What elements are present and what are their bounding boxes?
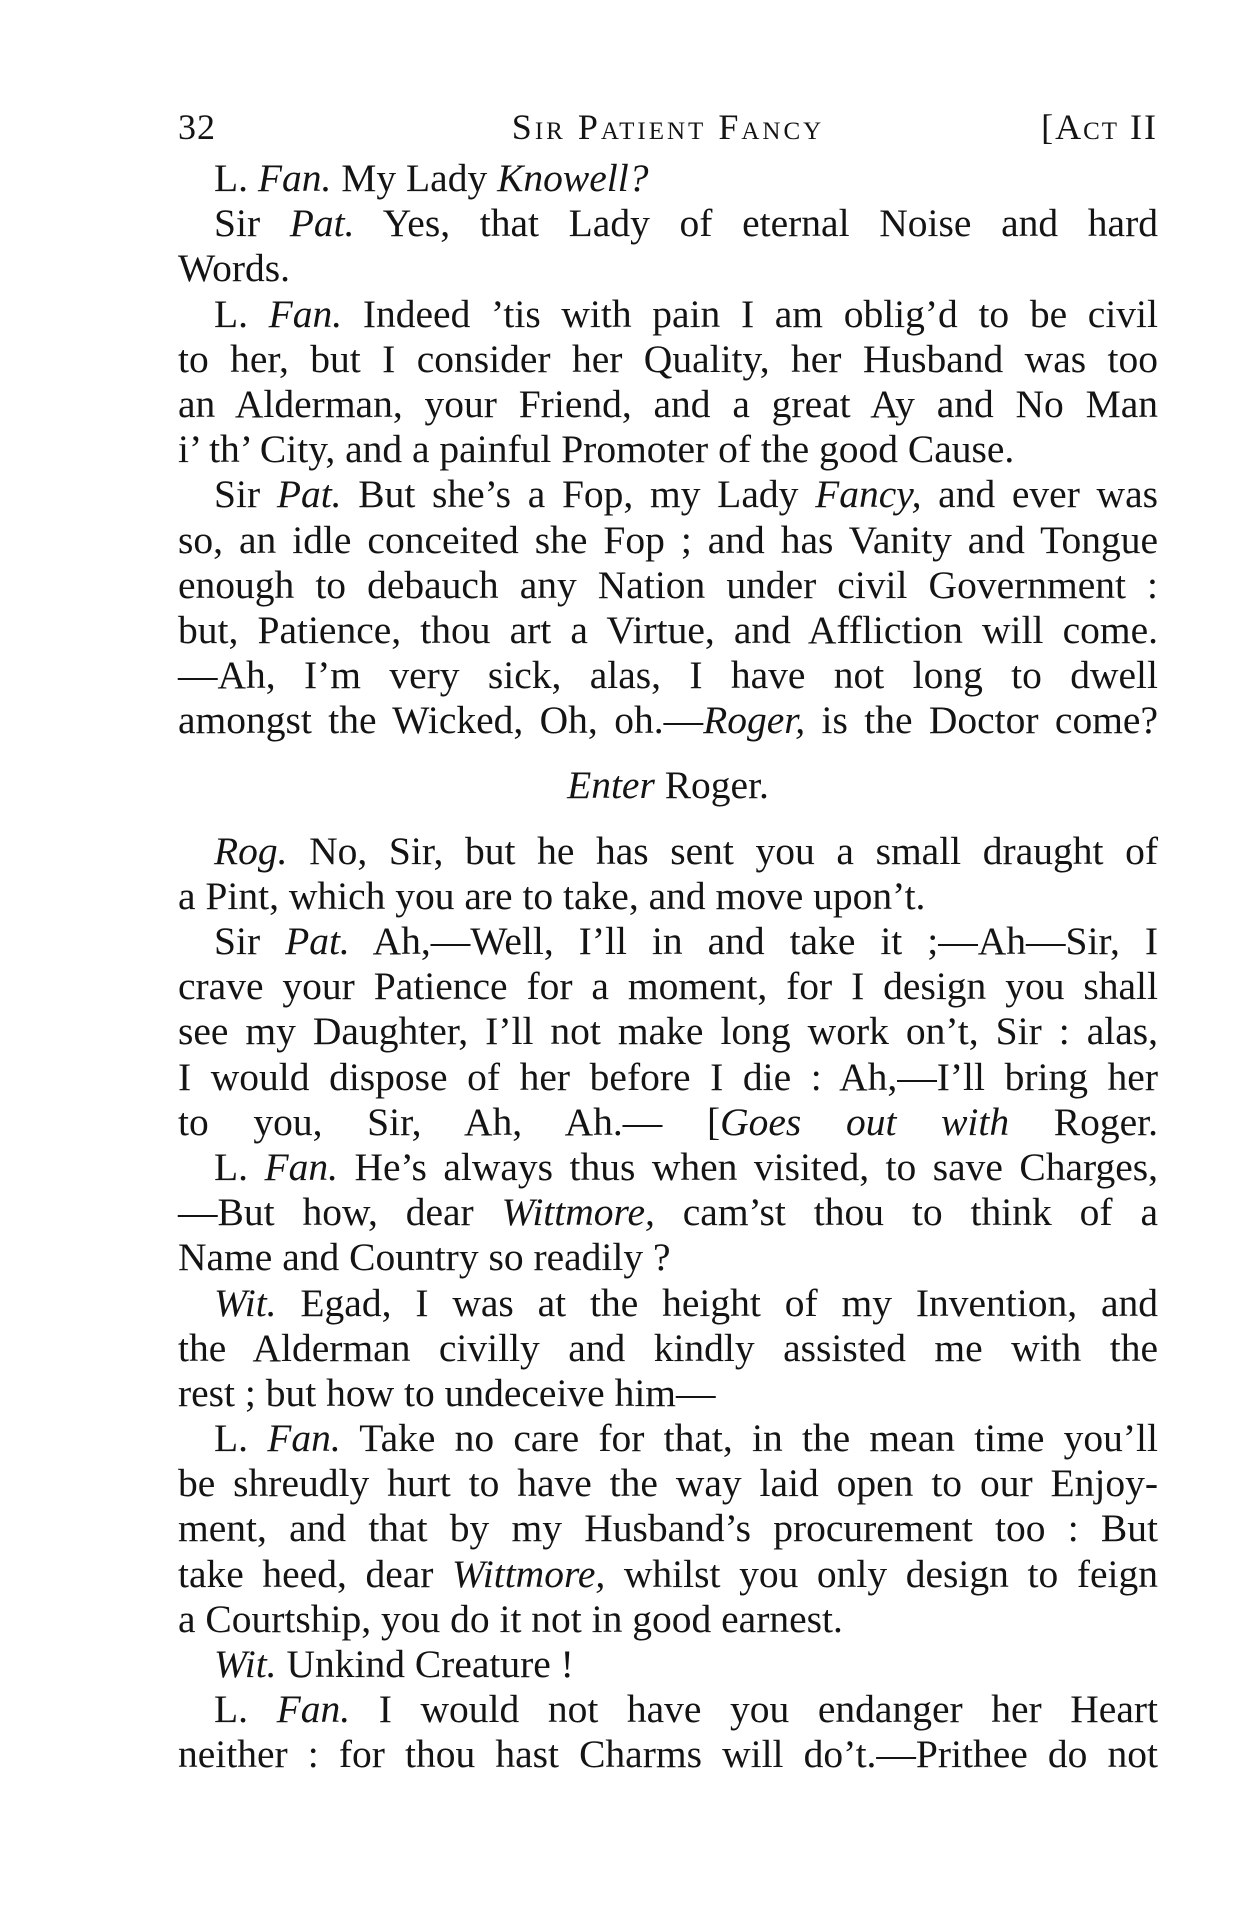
text-run: i’ th’ City, and a painful Promoter of the good Cause.: [178, 427, 1015, 472]
text-line: [178, 1145, 1158, 1190]
italic-text: Fan.: [267, 1416, 341, 1461]
italic-text: Fan.: [276, 1687, 351, 1732]
text-run: —But how, dear: [178, 1190, 502, 1235]
text-line: [178, 1281, 1158, 1326]
page-body-text: [178, 156, 1158, 1778]
stage-direction: [178, 763, 1158, 808]
text-run: Name and Country so readily ?: [178, 1235, 671, 1280]
text-line: [178, 1055, 1158, 1100]
text-line: [178, 874, 1158, 919]
text-run: Ah,—Well, I’ll in and take it ;—Ah—Sir, I: [349, 919, 1158, 963]
text-run: L.: [214, 1416, 268, 1461]
italic-text: Pat.: [285, 919, 350, 963]
text-line: [178, 1687, 1158, 1732]
text-line: [178, 201, 1158, 246]
italic-text: Pat.: [289, 201, 355, 246]
text-run: is the Doctor come?: [805, 698, 1158, 743]
text-line: [178, 1009, 1158, 1054]
text-run: a Pint, which you are to take, and move upon’t.: [178, 873, 926, 918]
italic-text: Wittmore,: [452, 1551, 606, 1596]
text-line: [178, 1732, 1158, 1777]
text-run: Egad, I was at the height of my Invention, and: [276, 1280, 1158, 1325]
text-line: [178, 608, 1158, 653]
text-run: Roger.: [654, 763, 769, 808]
italic-text: Wit.: [214, 1280, 277, 1325]
text-run: rest ; but how to undeceive him—: [178, 1370, 716, 1415]
text-run: an Alderman, your Friend, and a great Ay and No Man: [178, 381, 1158, 426]
text-run: L.: [214, 1144, 265, 1189]
line-gap: [178, 809, 1158, 829]
text-run: —Ah, I’m very sick, alas, I have not long to dwell: [178, 653, 1158, 698]
text-run: L.: [214, 1687, 277, 1732]
text-line: [178, 427, 1158, 472]
text-line: [178, 1235, 1158, 1280]
text-run: Sir: [214, 472, 277, 517]
text-line: [178, 698, 1158, 743]
text-run: I would not have you endanger her Heart: [350, 1687, 1158, 1732]
text-run: Take no care for that, in the mean time you’ll: [340, 1416, 1158, 1461]
text-line: [178, 1416, 1158, 1461]
text-run: but, Patience, thou art a Virtue, and Affliction will come.: [178, 607, 1158, 652]
text-line: [178, 1461, 1158, 1506]
text-run: enough to debauch any Nation under civil Government :: [178, 562, 1158, 607]
italic-text: Wit.: [214, 1642, 277, 1686]
text-run: Words.: [178, 246, 291, 291]
text-run: crave your Patience for a moment, for I design you shall: [178, 964, 1158, 1009]
text-run: whilst you only design to feign: [605, 1551, 1158, 1596]
text-line: [178, 1371, 1158, 1416]
text-run: Yes, that Lady of eternal Noise and hard: [354, 201, 1158, 246]
text-run: the Alderman civilly and kindly assisted me with the: [178, 1325, 1158, 1370]
text-run: But she’s a Fop, my Lady: [341, 472, 816, 517]
text-line: [178, 653, 1158, 698]
text-run: Sir: [214, 201, 290, 246]
text-line: [178, 1506, 1158, 1551]
text-line: [178, 919, 1158, 964]
text-line: [178, 1552, 1158, 1597]
text-line: [178, 472, 1158, 517]
italic-text: Fan.: [264, 1144, 338, 1189]
text-line: [178, 518, 1158, 563]
text-run: He’s always thus when visited, to save Charges,: [338, 1144, 1158, 1189]
italic-text: Roger,: [703, 698, 806, 743]
text-line: [178, 829, 1158, 874]
text-line: [178, 382, 1158, 427]
text-line: [178, 1597, 1158, 1642]
running-title: Sir Patient Fancy: [511, 107, 825, 147]
italic-text: Enter: [567, 763, 655, 808]
text-run: amongst the Wicked, Oh, oh.—: [178, 698, 704, 743]
italic-text: Fan.: [268, 291, 343, 336]
act-label: [Act II: [1041, 107, 1158, 147]
text-line: [178, 1642, 1158, 1687]
text-run: be shreudly hurt to have the way laid open to our Enjoy-: [178, 1461, 1158, 1506]
text-run: a Courtship, you do it not in good earnest.: [178, 1596, 843, 1641]
text-line: [178, 563, 1158, 608]
line-gap: [178, 743, 1158, 763]
text-run: and ever was: [921, 472, 1158, 517]
italic-text: Pat.: [276, 472, 342, 517]
text-run: L.: [214, 291, 269, 336]
text-run: so, an idle conceited she Fop ; and has Vanity and Tongue: [178, 517, 1158, 562]
italic-text: Fancy,: [815, 472, 922, 517]
text-run: L.: [214, 156, 258, 200]
running-header: [178, 106, 1158, 156]
text-run: I would dispose of her before I die : Ah,—I’ll bring her: [178, 1054, 1158, 1099]
italic-text: Knowell?: [497, 156, 649, 200]
italic-text: Wittmore,: [501, 1190, 655, 1235]
text-line: [178, 246, 1158, 291]
text-run: take heed, dear: [178, 1551, 453, 1596]
text-run: Unkind Creature !: [276, 1642, 574, 1686]
text-line: [178, 292, 1158, 337]
text-run: neither : for thou hast Charms will do’t.—Prithee do not: [178, 1732, 1158, 1777]
page-number: 32: [178, 107, 216, 147]
text-run: Roger.: [1009, 1099, 1159, 1144]
text-line: [178, 337, 1158, 382]
italic-text: Goes out with: [720, 1099, 1010, 1144]
italic-text: Rog.: [214, 828, 288, 873]
text-run: ment, and that by my Husband’s procurement too : But: [178, 1506, 1158, 1551]
text-run: No, Sir, but he has sent you a small draught of: [287, 828, 1158, 873]
text-line: [178, 1326, 1158, 1371]
text-line: [178, 156, 1158, 201]
text-run: My Lady: [331, 156, 498, 200]
text-run: cam’st thou to think of a: [654, 1190, 1158, 1235]
text-line: [178, 1100, 1158, 1145]
text-line: [178, 1190, 1158, 1235]
text-run: see my Daughter, I’ll not make long work on’t, Sir : alas,: [178, 1009, 1158, 1054]
italic-text: Fan.: [257, 156, 332, 200]
text-line: [178, 964, 1158, 1009]
text-run: Indeed ’tis with pain I am oblig’d to be civil: [342, 291, 1158, 336]
text-run: to you, Sir, Ah, Ah.— [: [178, 1099, 721, 1144]
text-run: Sir: [214, 919, 286, 963]
text-run: to her, but I consider her Quality, her Husband was too: [178, 336, 1158, 381]
